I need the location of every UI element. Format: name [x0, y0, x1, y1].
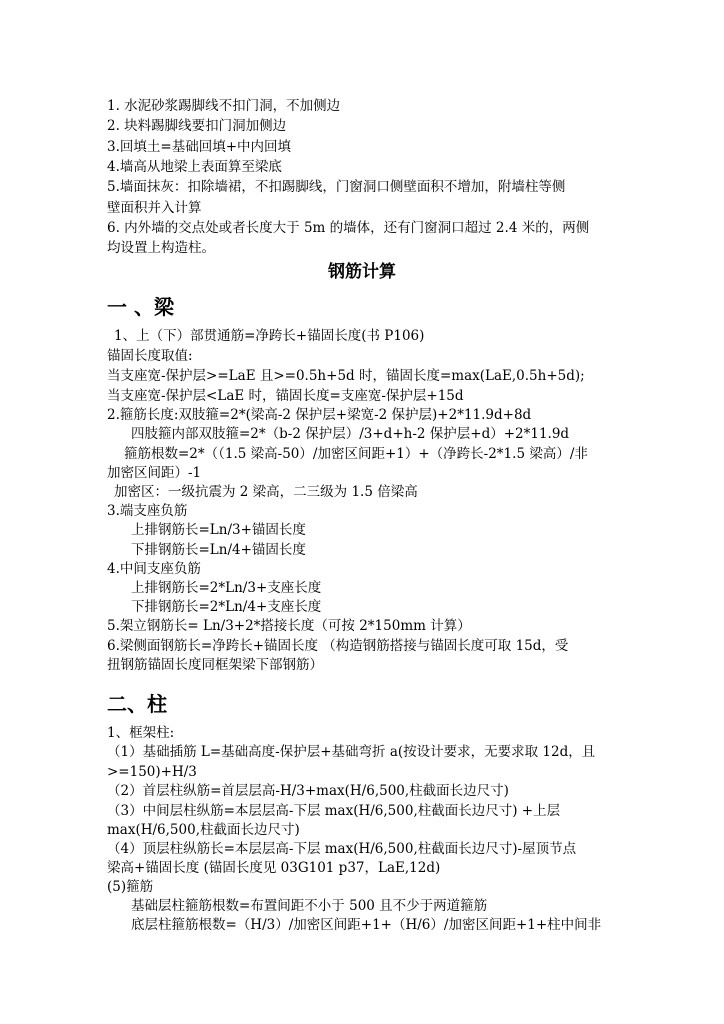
column-line: （4）顶层柱纵筋长=本层层高-下层 max(H/6,500,柱截面长边尺寸)-屋顶节点	[107, 841, 577, 857]
beam-line: 加密区间距）-1	[107, 465, 202, 481]
column-line: max(H/6,500,柱截面长边尺寸)	[107, 822, 300, 838]
intro-item-1: 1. 水泥砂浆踢脚线不扣门洞，不加侧边	[107, 98, 341, 114]
intro-item-5: 5.墙面抹灰：扣除墙裙，不扣踢脚线，门窗洞口侧壁面积不增加，附墙柱等侧	[107, 179, 566, 195]
beam-line: 加密区：一级抗震为 2 梁高，二三级为 1.5 倍梁高	[114, 484, 418, 500]
section-heading-column: 二、柱	[107, 692, 167, 716]
beam-line: 当支座宽-保护层>=LaE 且>=0.5h+5d 时，锚固长度=max(LaE,0.5h+5d);	[107, 368, 585, 384]
section-heading-beam: 一 、梁	[107, 295, 174, 319]
column-line: （1）基础插筋 L=基础高度-保护层+基础弯折 a(按设计要求，无要求取 12d，且	[107, 744, 596, 760]
beam-line: 上排钢筋长=Ln/3+锚固长度	[131, 522, 306, 538]
column-line: >=150)+H/3	[107, 764, 197, 780]
intro-item-3: 3.回填土=基础回填+中内回填	[107, 139, 292, 155]
beam-line: 当支座宽-保护层<LaE 时，锚固长度=支座宽-保护层+15d	[107, 388, 464, 404]
beam-line: 下排钢筋长=2*Ln/4+支座长度	[131, 599, 322, 615]
beam-line: 1、上（下）部贯通筋=净跨长+锚固长度(书 P106)	[114, 328, 425, 344]
column-line: (5)箍筋	[107, 879, 154, 895]
beam-line: 2.箍筋长度:双肢箍=2*(梁高-2 保护层+梁宽-2 保护层)+2*11.9d+8d	[107, 407, 532, 423]
column-line: 底层柱箍筋根数=（H/3）/加密区间距+1+（H/6）/加密区间距+1+柱中间非	[131, 917, 602, 933]
column-line: 基础层柱箍筋根数=布置间距不小于 500 且不少于两道箍筋	[131, 898, 488, 914]
beam-line: 下排钢筋长=Ln/4+锚固长度	[131, 542, 306, 558]
page-title: 钢筋计算	[328, 262, 396, 282]
beam-line: 锚固长度取值:	[107, 348, 193, 364]
beam-line: 扭钢筋锚固长度同框架梁下部钢筋）	[107, 657, 323, 673]
intro-item-5-cont: 壁面积并入计算	[107, 200, 202, 216]
beam-line: 4.中间支座负筋	[107, 561, 201, 577]
column-line: 1、框架柱:	[107, 725, 175, 741]
beam-line: 四肢箍内部双肢箍=2*（b-2 保护层）/3+d+h-2 保护层+d）+2*11.9d	[131, 426, 570, 442]
beam-line: 箍筋根数=2*（（1.5 梁高-50）/加密区间距+1）+（净跨长-2*1.5 梁高）/非	[124, 446, 588, 462]
intro-item-2: 2. 块料踢脚线要扣门洞加侧边	[107, 118, 287, 134]
intro-item-4: 4.墙高从地梁上表面算至梁底	[107, 159, 282, 175]
column-line: （3）中间层柱纵筋=本层层高-下层 max(H/6,500,柱截面长边尺寸) +上层	[107, 803, 561, 819]
beam-line: 3.端支座负筋	[107, 503, 188, 519]
beam-line: 5.架立钢筋长= Ln/3+2*搭接长度（可按 2*150mm 计算）	[107, 618, 471, 634]
intro-item-6: 6. 内外墙的交点处或者长度大于 5m 的墙体，还有门窗洞口超过 2.4 米的，两侧	[107, 220, 590, 236]
beam-line: 上排钢筋长=2*Ln/3+支座长度	[131, 580, 322, 596]
beam-line: 6.梁侧面钢筋长=净跨长+锚固长度 （构造钢筋搭接与锚固长度可取 15d，受	[107, 638, 569, 654]
column-line: （2）首层柱纵筋=首层层高-H/3+max(H/6,500,柱截面长边尺寸)	[107, 783, 509, 799]
column-line: 梁高+锚固长度 (锚固长度见 03G101 p37，LaE,12d)	[107, 860, 441, 876]
intro-item-6-cont: 均设置上构造柱。	[107, 240, 215, 256]
